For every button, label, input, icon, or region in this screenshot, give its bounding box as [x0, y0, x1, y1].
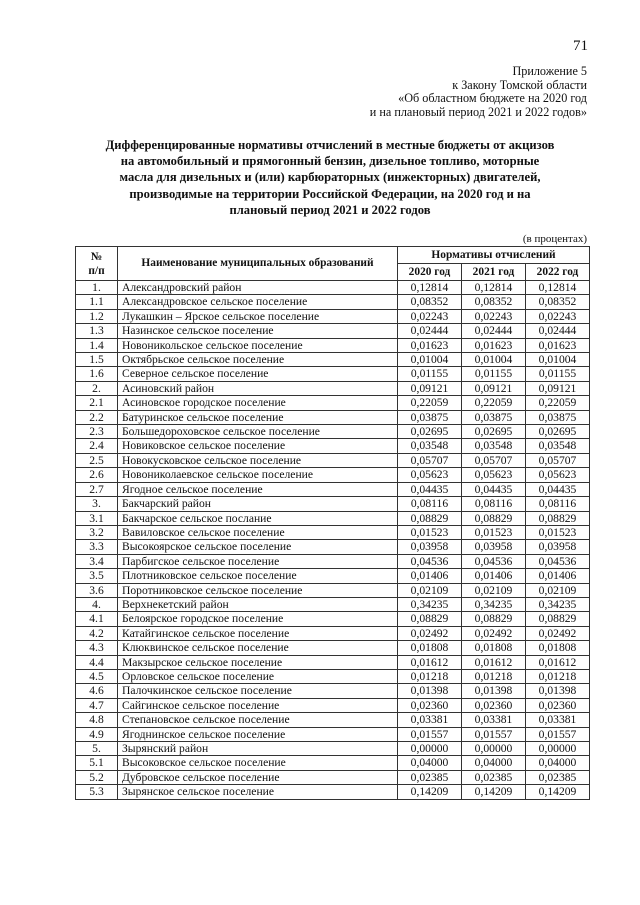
value-2022: 0,02385 [526, 770, 590, 784]
value-2020: 0,04536 [398, 554, 462, 568]
table-row [76, 612, 590, 626]
municipality-name: Верхнекетский район [118, 597, 398, 611]
value-2020: 0,34235 [398, 597, 462, 611]
header-2021: 2021 год [462, 264, 526, 281]
appendix-line: «Об областном бюджете на 2020 год [398, 91, 587, 106]
value-2020: 0,01398 [398, 684, 462, 698]
table-row [76, 338, 590, 352]
value-2020: 0,14209 [398, 785, 462, 799]
value-2020: 0,02360 [398, 698, 462, 712]
value-2022: 0,05623 [526, 468, 590, 482]
row-number: 2.2 [76, 410, 118, 424]
row-number: 2.4 [76, 439, 118, 453]
municipality-name: Высокоярское сельское поселение [118, 540, 398, 554]
municipality-name: Степановское сельское поселение [118, 713, 398, 727]
row-number: 2.6 [76, 468, 118, 482]
municipality-name: Зырянский район [118, 742, 398, 756]
header-number-line: № [90, 250, 103, 263]
row-number: 5. [76, 742, 118, 756]
value-2020: 0,01557 [398, 727, 462, 741]
value-2022: 0,01808 [526, 641, 590, 655]
value-2022: 0,02243 [526, 309, 590, 323]
row-number: 4. [76, 597, 118, 611]
value-2021: 0,01623 [462, 338, 526, 352]
row-number: 1. [76, 281, 118, 295]
row-number: 1.1 [76, 295, 118, 309]
table-row [76, 583, 590, 597]
value-2022: 0,03875 [526, 410, 590, 424]
table-row [76, 497, 590, 511]
value-2022: 0,12814 [526, 281, 590, 295]
value-2020: 0,01218 [398, 669, 462, 683]
value-2021: 0,03875 [462, 410, 526, 424]
table-row [76, 367, 590, 381]
title-line: на автомобильный и прямогонный бензин, дизельное топливо, моторные [120, 154, 540, 169]
table-row [76, 511, 590, 525]
row-number: 2.5 [76, 453, 118, 467]
value-2021: 0,03958 [462, 540, 526, 554]
municipality-name: Зырянское сельское поселение [118, 785, 398, 799]
table-row [76, 525, 590, 539]
table-row [76, 742, 590, 756]
municipality-name: Батуринское сельское поселение [118, 410, 398, 424]
row-number: 4.3 [76, 641, 118, 655]
value-2020: 0,01623 [398, 338, 462, 352]
municipality-name: Плотниковское сельское поселение [118, 569, 398, 583]
value-2021: 0,02492 [462, 626, 526, 640]
table-row [76, 669, 590, 683]
value-2020: 0,03381 [398, 713, 462, 727]
municipality-name: Октябрьское сельское поселение [118, 353, 398, 367]
row-number: 4.8 [76, 713, 118, 727]
value-2022: 0,03381 [526, 713, 590, 727]
row-number: 4.2 [76, 626, 118, 640]
header-2020: 2020 год [398, 264, 462, 281]
value-2022: 0,04536 [526, 554, 590, 568]
value-2021: 0,01808 [462, 641, 526, 655]
table-row [76, 554, 590, 568]
row-number: 3.3 [76, 540, 118, 554]
table-row [76, 295, 590, 309]
value-2020: 0,02243 [398, 309, 462, 323]
value-2021: 0,14209 [462, 785, 526, 799]
table-row [76, 281, 590, 295]
value-2020: 0,02109 [398, 583, 462, 597]
municipality-name: Поротниковское сельское поселение [118, 583, 398, 597]
row-number: 4.6 [76, 684, 118, 698]
municipality-name: Палочкинское сельское поселение [118, 684, 398, 698]
row-number: 3.5 [76, 569, 118, 583]
value-2022: 0,02109 [526, 583, 590, 597]
value-2022: 0,02360 [526, 698, 590, 712]
row-number: 5.1 [76, 756, 118, 770]
row-number: 2.7 [76, 482, 118, 496]
municipality-name: Северное сельское поселение [118, 367, 398, 381]
value-2021: 0,12814 [462, 281, 526, 295]
row-number: 1.5 [76, 353, 118, 367]
value-2021: 0,02385 [462, 770, 526, 784]
table-row [76, 713, 590, 727]
header-number-line: п/п [88, 264, 105, 277]
row-number: 1.4 [76, 338, 118, 352]
value-2020: 0,12814 [398, 281, 462, 295]
value-2021: 0,08352 [462, 295, 526, 309]
table-row [76, 597, 590, 611]
appendix-note [370, 65, 587, 119]
unit-note: (в процентах) [522, 233, 587, 245]
municipality-name: Асиновское городское поселение [118, 396, 398, 410]
value-2022: 0,01398 [526, 684, 590, 698]
value-2022: 0,01004 [526, 353, 590, 367]
table-row [76, 569, 590, 583]
value-2020: 0,08829 [398, 511, 462, 525]
municipality-name: Ягодное сельское поселение [118, 482, 398, 496]
value-2020: 0,05623 [398, 468, 462, 482]
table-row [76, 684, 590, 698]
value-2021: 0,01406 [462, 569, 526, 583]
value-2021: 0,01398 [462, 684, 526, 698]
value-2021: 0,04000 [462, 756, 526, 770]
value-2022: 0,01218 [526, 669, 590, 683]
document-title [70, 137, 590, 218]
value-2022: 0,01623 [526, 338, 590, 352]
municipality-name: Новониколаевское сельское поселение [118, 468, 398, 482]
value-2022: 0,08116 [526, 497, 590, 511]
value-2020: 0,01523 [398, 525, 462, 539]
municipality-name: Большедороховское сельское поселение [118, 425, 398, 439]
municipality-name: Высоковское сельское поселение [118, 756, 398, 770]
table-row [76, 453, 590, 467]
value-2020: 0,04000 [398, 756, 462, 770]
value-2022: 0,03548 [526, 439, 590, 453]
value-2020: 0,05707 [398, 453, 462, 467]
value-2022: 0,08829 [526, 612, 590, 626]
row-number: 2.3 [76, 425, 118, 439]
row-number: 1.2 [76, 309, 118, 323]
value-2022: 0,08352 [526, 295, 590, 309]
table-row [76, 468, 590, 482]
value-2022: 0,01155 [526, 367, 590, 381]
title-line: плановый период 2021 и 2022 годов [229, 202, 431, 217]
value-2022: 0,05707 [526, 453, 590, 467]
appendix-line: Приложение 5 [512, 64, 587, 78]
value-2022: 0,08829 [526, 511, 590, 525]
value-2022: 0,01557 [526, 727, 590, 741]
table-row [76, 410, 590, 424]
title-line: Дифференцированные нормативы отчислений в местные бюджеты от акцизов [105, 138, 555, 152]
table-row [76, 655, 590, 669]
value-2021: 0,04435 [462, 482, 526, 496]
value-2022: 0,02492 [526, 626, 590, 640]
municipality-name: Лукашкин – Ярское сельское поселение [118, 309, 398, 323]
municipality-name: Александровский район [118, 281, 398, 295]
table-row [76, 439, 590, 453]
table-row [76, 309, 590, 323]
value-2020: 0,01004 [398, 353, 462, 367]
table-row [76, 626, 590, 640]
value-2022: 0,01406 [526, 569, 590, 583]
row-number: 4.7 [76, 698, 118, 712]
value-2022: 0,04000 [526, 756, 590, 770]
value-2021: 0,02109 [462, 583, 526, 597]
municipality-name: Макзырское сельское поселение [118, 655, 398, 669]
value-2021: 0,08829 [462, 511, 526, 525]
municipality-name: Сайгинское сельское поселение [118, 698, 398, 712]
value-2021: 0,02360 [462, 698, 526, 712]
municipality-name: Катайгинское сельское поселение [118, 626, 398, 640]
table-row [76, 698, 590, 712]
value-2022: 0,02695 [526, 425, 590, 439]
table-row [76, 353, 590, 367]
row-number: 4.5 [76, 669, 118, 683]
value-2021: 0,02695 [462, 425, 526, 439]
value-2022: 0,02444 [526, 324, 590, 338]
value-2021: 0,02243 [462, 309, 526, 323]
title-line: масла для дизельных и (или) карбюраторных (инжекторных) двигателей, [119, 170, 541, 185]
value-2021: 0,34235 [462, 597, 526, 611]
value-2021: 0,03381 [462, 713, 526, 727]
value-2022: 0,09121 [526, 381, 590, 395]
value-2022: 0,03958 [526, 540, 590, 554]
table-row [76, 727, 590, 741]
value-2020: 0,04435 [398, 482, 462, 496]
municipality-name: Парбигское сельское поселение [118, 554, 398, 568]
appendix-line: и на плановый период 2021 и 2022 годов» [369, 104, 587, 119]
value-2021: 0,01218 [462, 669, 526, 683]
value-2021: 0,01557 [462, 727, 526, 741]
value-2021: 0,22059 [462, 396, 526, 410]
table-row [76, 770, 590, 784]
header-name: Наименование муниципальных образований [118, 247, 398, 281]
row-number: 2.1 [76, 396, 118, 410]
row-number: 1.6 [76, 367, 118, 381]
value-2021: 0,03548 [462, 439, 526, 453]
value-2020: 0,03875 [398, 410, 462, 424]
header-2022: 2022 год [526, 264, 590, 281]
appendix-line: к Закону Томской области [452, 77, 587, 92]
table-row [76, 540, 590, 554]
value-2020: 0,08829 [398, 612, 462, 626]
value-2022: 0,22059 [526, 396, 590, 410]
value-2020: 0,03958 [398, 540, 462, 554]
value-2021: 0,05623 [462, 468, 526, 482]
table-row [76, 785, 590, 799]
table-row [76, 641, 590, 655]
value-2021: 0,08116 [462, 497, 526, 511]
value-2020: 0,08116 [398, 497, 462, 511]
municipality-name: Новокусковское сельское поселение [118, 453, 398, 467]
table-row [76, 396, 590, 410]
row-number: 3.6 [76, 583, 118, 597]
value-2020: 0,01612 [398, 655, 462, 669]
value-2020: 0,02695 [398, 425, 462, 439]
value-2020: 0,08352 [398, 295, 462, 309]
municipality-name: Бакчарский район [118, 497, 398, 511]
table-row [76, 324, 590, 338]
header-norms-group: Нормативы отчислений [398, 247, 590, 264]
municipality-name: Асиновский район [118, 381, 398, 395]
municipality-name: Дубровское сельское поселение [118, 770, 398, 784]
value-2020: 0,02444 [398, 324, 462, 338]
value-2020: 0,02492 [398, 626, 462, 640]
municipality-name: Ягоднинское сельское поселение [118, 727, 398, 741]
table-row [76, 381, 590, 395]
value-2020: 0,09121 [398, 381, 462, 395]
value-2022: 0,01523 [526, 525, 590, 539]
municipality-name: Александровское сельское поселение [118, 295, 398, 309]
row-number: 4.9 [76, 727, 118, 741]
value-2020: 0,01808 [398, 641, 462, 655]
value-2020: 0,01406 [398, 569, 462, 583]
row-number: 3. [76, 497, 118, 511]
page-number: 71 [573, 38, 588, 54]
value-2020: 0,02385 [398, 770, 462, 784]
municipality-name: Клюквинское сельское поселение [118, 641, 398, 655]
value-2022: 0,34235 [526, 597, 590, 611]
row-number: 3.2 [76, 525, 118, 539]
value-2021: 0,04536 [462, 554, 526, 568]
table-row [76, 756, 590, 770]
row-number: 5.3 [76, 785, 118, 799]
row-number: 4.1 [76, 612, 118, 626]
value-2020: 0,00000 [398, 742, 462, 756]
value-2021: 0,09121 [462, 381, 526, 395]
value-2021: 0,01004 [462, 353, 526, 367]
value-2020: 0,03548 [398, 439, 462, 453]
row-number: 1.3 [76, 324, 118, 338]
value-2022: 0,01612 [526, 655, 590, 669]
row-number: 3.4 [76, 554, 118, 568]
norms-table [75, 246, 590, 800]
row-number: 4.4 [76, 655, 118, 669]
table-body [76, 281, 590, 800]
row-number: 2. [76, 381, 118, 395]
title-line: производимые на территории Российской Федерации, на 2020 год и на [129, 186, 531, 201]
value-2021: 0,01612 [462, 655, 526, 669]
row-number: 3.1 [76, 511, 118, 525]
table-row [76, 482, 590, 496]
municipality-name: Орловское сельское поселение [118, 669, 398, 683]
municipality-name: Белоярское городское поселение [118, 612, 398, 626]
value-2021: 0,00000 [462, 742, 526, 756]
municipality-name: Вавиловское сельское поселение [118, 525, 398, 539]
value-2022: 0,14209 [526, 785, 590, 799]
value-2021: 0,01523 [462, 525, 526, 539]
value-2022: 0,00000 [526, 742, 590, 756]
municipality-name: Новиковское сельское поселение [118, 439, 398, 453]
value-2021: 0,01155 [462, 367, 526, 381]
municipality-name: Назинское сельское поселение [118, 324, 398, 338]
value-2021: 0,02444 [462, 324, 526, 338]
value-2020: 0,01155 [398, 367, 462, 381]
value-2020: 0,22059 [398, 396, 462, 410]
municipality-name: Бакчарское сельское послание [118, 511, 398, 525]
value-2021: 0,08829 [462, 612, 526, 626]
row-number: 5.2 [76, 770, 118, 784]
value-2021: 0,05707 [462, 453, 526, 467]
header-number [76, 247, 118, 281]
value-2022: 0,04435 [526, 482, 590, 496]
table-row [76, 425, 590, 439]
municipality-name: Новоникольское сельское поселение [118, 338, 398, 352]
